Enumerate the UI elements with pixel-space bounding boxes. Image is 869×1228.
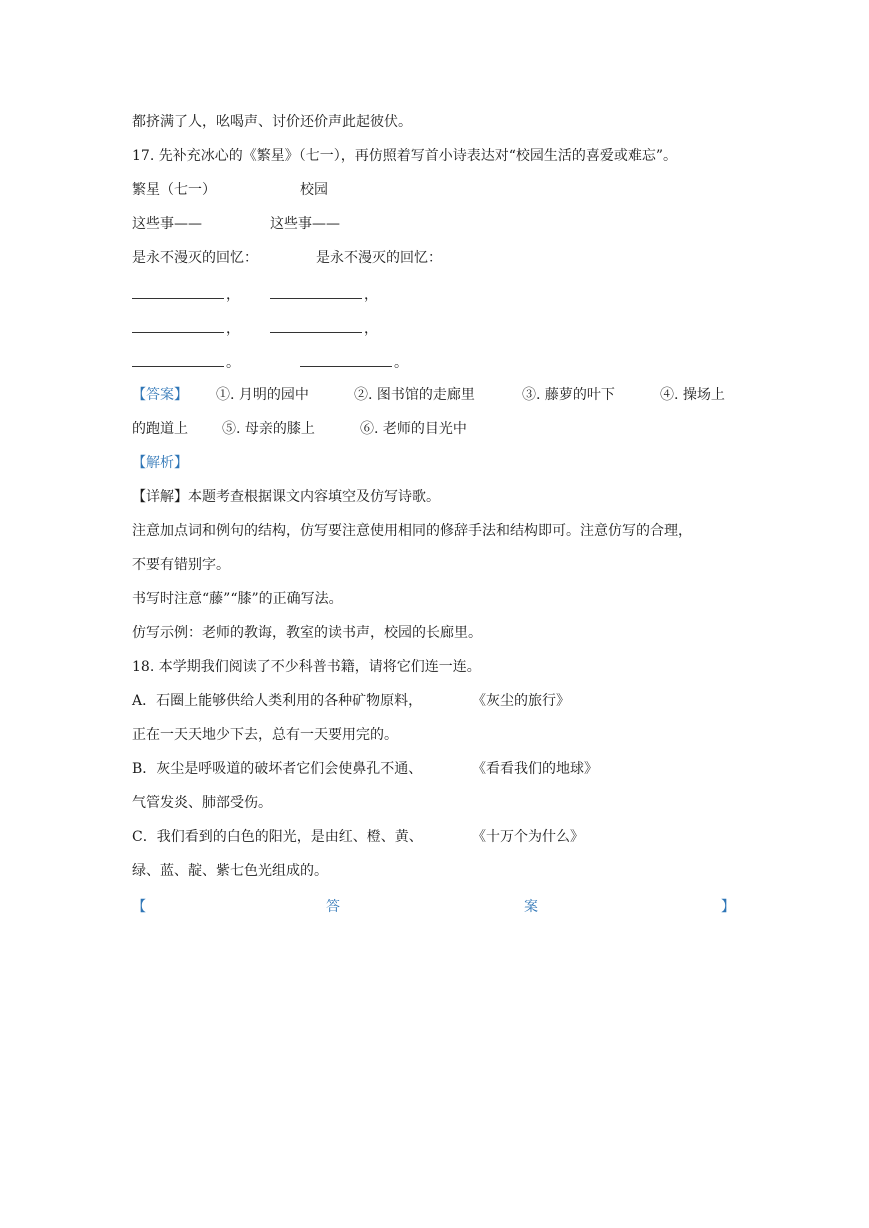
question-18: 18. 本学期我们阅读了不少科普书籍，请将它们连一连。 (132, 659, 481, 675)
poem-line-right: 是永不漫灭的回忆： (316, 250, 442, 266)
punct: ， (226, 287, 240, 303)
answer-item: ①. 月明的园中 (216, 387, 309, 403)
fill-blank (270, 284, 362, 299)
answer-char: 答 (326, 899, 340, 915)
text-line: 都挤满了人，吆喝声、讨价还价声此起彼伏。 (132, 114, 412, 130)
fill-blank (300, 352, 392, 367)
blank-row (300, 352, 408, 373)
punct: 。 (226, 355, 240, 371)
match-item-b-cont: 气管发炎、肺部受伤。 (132, 795, 272, 811)
poem-title-right: 校园 (300, 182, 328, 198)
match-item-a: A．石圈上能够供给人类利用的各种矿物原料， (132, 693, 423, 709)
punct: ， (364, 321, 378, 337)
punct: ， (364, 287, 378, 303)
question-17: 17. 先补充冰心的《繁星》（七一），再仿照着写首小诗表达对“校园生活的喜爱或难忘”。 (132, 148, 678, 164)
poem-line-left: 这些事—— (132, 216, 202, 232)
answer-item: ③. 藤萝的叶下 (522, 387, 615, 403)
example-line: 仿写示例：老师的教诲，教室的读书声，校园的长廊里。 (132, 625, 482, 641)
match-item-c: C．我们看到的白色的阳光，是由红、橙、黄、 (132, 829, 423, 845)
answer-bracket-close: 】 (721, 899, 735, 915)
answer-tag: 【答案】 (132, 387, 188, 403)
blank-row (132, 284, 240, 305)
note-line: 不要有错别字。 (132, 557, 230, 573)
fill-blank (132, 284, 224, 299)
blank-row (132, 352, 240, 373)
analysis-tag: 【解析】 (132, 455, 188, 471)
poem-line-right: 这些事—— (270, 216, 340, 232)
answer-item: ②. 图书馆的走廊里 (354, 387, 475, 403)
match-item-a-cont: 正在一天天地少下去，总有一天要用完的。 (132, 727, 398, 743)
answer-item: ④. 操场上 (660, 387, 725, 403)
note-line: 书写时注意“藤”“膝”的正确写法。 (132, 591, 343, 607)
fill-blank (270, 318, 362, 333)
punct: ， (226, 321, 240, 337)
match-item-b: B．灰尘是呼吸道的破坏者它们会使鼻孔不通、 (132, 761, 423, 777)
answer-bracket-open: 【 (132, 899, 146, 915)
fill-blank (132, 318, 224, 333)
blank-row (270, 284, 378, 305)
book-title: 《灰尘的旅行》 (472, 693, 570, 709)
match-item-c-cont: 绿、蓝、靛、紫七色光组成的。 (132, 863, 328, 879)
blank-row (132, 318, 240, 339)
fill-blank (132, 352, 224, 367)
answer-item: ⑤. 母亲的膝上 (222, 421, 315, 437)
poem-line-left: 是永不漫灭的回忆： (132, 250, 258, 266)
answer-item: ⑥. 老师的目光中 (360, 421, 467, 437)
answer-item: 的跑道上 (132, 421, 188, 437)
book-title: 《看看我们的地球》 (472, 761, 598, 777)
punct: 。 (394, 355, 408, 371)
note-line: 注意加点词和例句的结构，仿写要注意使用相同的修辞手法和结构即可。注意仿写的合理， (132, 523, 692, 539)
detail-line: 【详解】本题考查根据课文内容填空及仿写诗歌。 (132, 489, 440, 505)
book-title: 《十万个为什么》 (472, 829, 584, 845)
blank-row (270, 318, 378, 339)
poem-title-left: 繁星（七一） (132, 182, 216, 198)
answer-char: 案 (524, 899, 538, 915)
